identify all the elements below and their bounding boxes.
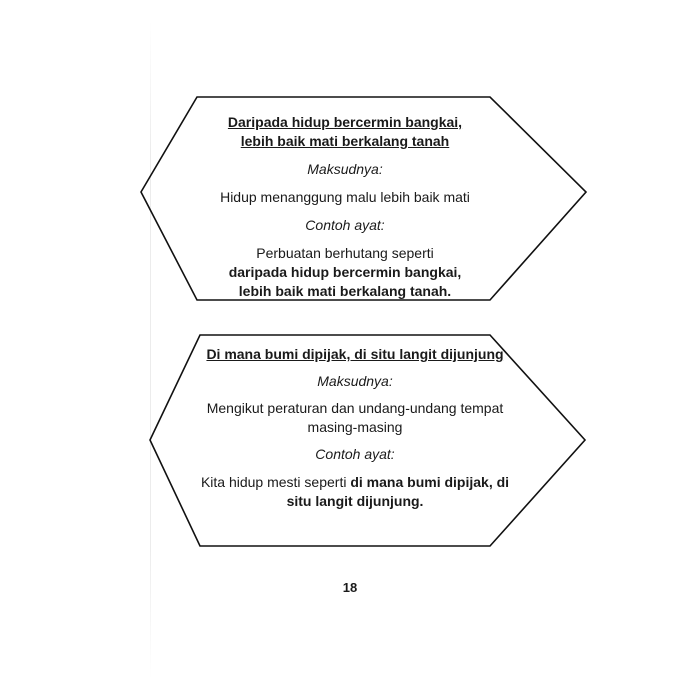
- proverb-title-line: lebih baik mati berkalang tanah: [240, 133, 450, 149]
- example-proverb-line: lebih baik mati berkalang tanah.: [238, 283, 452, 299]
- example-proverb-line: situ langit dijunjung.: [286, 493, 424, 509]
- proverb-title-line: Daripada hidup bercermin bangkai,: [227, 114, 463, 130]
- example-proverb-line: daripada hidup bercermin bangkai,: [228, 264, 462, 280]
- meaning-text: Mengikut peraturan dan undang-undang tempat: [206, 400, 504, 416]
- example-proverb-part: di mana bumi dipijak, di: [350, 474, 510, 490]
- meaning-text: masing-masing: [307, 419, 403, 435]
- proverb-card-1: [190, 113, 500, 301]
- example-text: Perbuatan berhutang seperti: [256, 245, 434, 261]
- example-label: Contoh ayat:: [315, 446, 395, 462]
- page-number: 18: [342, 580, 358, 595]
- proverb-title-line: Di mana bumi dipijak, di situ langit dijunjung: [206, 346, 504, 362]
- meaning-label: Maksudnya:: [317, 373, 393, 389]
- proverb-card-2: [180, 345, 530, 511]
- meaning-label: Maksudnya:: [307, 161, 383, 177]
- meaning-text: Hidup menanggung malu lebih baik mati: [220, 189, 470, 205]
- example-text: [180, 473, 530, 492]
- example-text-plain: Kita hidup mesti seperti: [200, 474, 351, 490]
- example-label: Contoh ayat:: [305, 217, 385, 233]
